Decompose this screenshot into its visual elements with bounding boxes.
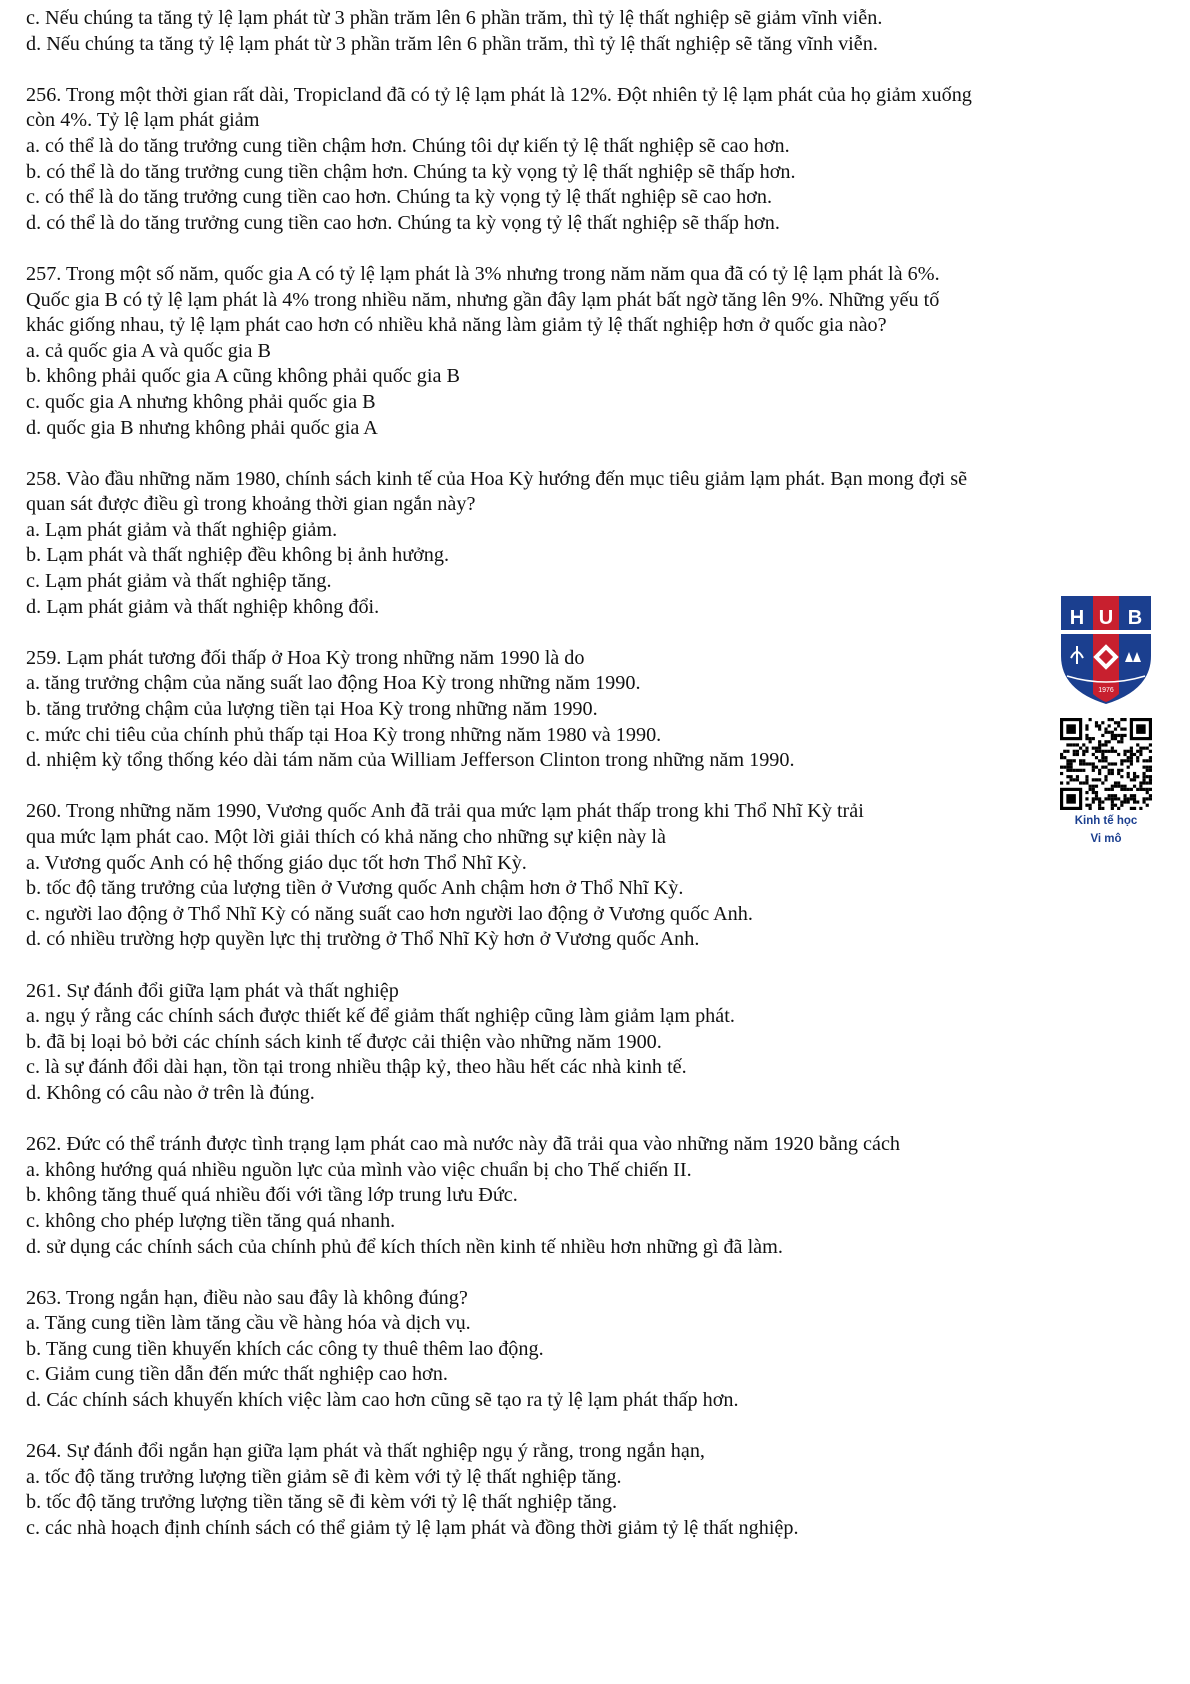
option-c: c. mức chi tiêu của chính phủ thấp tại Hoa Kỳ trong những năm 1980 và 1990. [26, 723, 662, 746]
question-block [26, 262, 1166, 441]
question-block [26, 1439, 1166, 1541]
question-block [26, 83, 1166, 237]
option-b: b. Tăng cung tiền khuyến khích các công ty thuê thêm lao động. [26, 1337, 544, 1360]
option-a: a. Lạm phát giảm và thất nghiệp giảm. [26, 518, 338, 541]
hub-shield-icon [1057, 590, 1155, 706]
question-stem-line: 263. Trong ngắn hạn, điều nào sau đây là không đúng? [26, 1286, 468, 1309]
option-b: b. tốc độ tăng trưởng của lượng tiền ở Vương quốc Anh chậm hơn ở Thổ Nhĩ Kỳ. [26, 877, 684, 900]
logo-caption-line2: Vi mô [1090, 833, 1122, 845]
option-d: d. sử dụng các chính sách của chính phủ để kích thích nền kinh tế nhiều hơn những gì đã làm. [26, 1235, 783, 1258]
question-stem-line: còn 4%. Tỷ lệ lạm phát giảm [26, 109, 260, 132]
option-c: c. Lạm phát giảm và thất nghiệp tăng. [26, 570, 332, 593]
option-c: c. không cho phép lượng tiền tăng quá nhanh. [26, 1209, 396, 1232]
question-stem-line: 257. Trong một số năm, quốc gia A có tỷ lệ lạm phát là 3% nhưng trong năm năm qua đã có tỷ lệ lạm phát là 6%. [26, 262, 940, 285]
option-b: b. không phải quốc gia A cũng không phải quốc gia B [26, 365, 460, 388]
option-c: c. Giảm cung tiền dẫn đến mức thất nghiệp cao hơn. [26, 1363, 448, 1386]
option-a: a. không hướng quá nhiều nguồn lực của mình vào việc chuẩn bị cho Thế chiến II. [26, 1158, 692, 1181]
option-a: a. cả quốc gia A và quốc gia B [26, 339, 271, 362]
option-c: c. có thể là do tăng trưởng cung tiền cao hơn. Chúng ta kỳ vọng tỷ lệ thất nghiệp sẽ cao hơn. [26, 186, 772, 209]
question-block [26, 646, 1166, 774]
option-b: b. Lạm phát và thất nghiệp đều không bị ảnh hưởng. [26, 544, 450, 567]
hub-logo [1052, 590, 1160, 846]
question-stem-line: 260. Trong những năm 1990, Vương quốc Anh đã trải qua mức lạm phát thấp trong khi Thổ Nhĩ Kỳ trải [26, 800, 864, 823]
top-fragment [26, 6, 1166, 57]
option-d: d. có thể là do tăng trưởng cung tiền cao hơn. Chúng ta kỳ vọng tỷ lệ thất nghiệp sẽ thấp hơn. [26, 211, 780, 234]
question-stem-line: quan sát được điều gì trong khoảng thời gian ngắn này? [26, 493, 476, 516]
question-stem-line: 264. Sự đánh đổi ngắn hạn giữa lạm phát và thất nghiệp ngụ ý rằng, trong ngắn hạn, [26, 1440, 705, 1463]
qr-code-icon [1060, 718, 1152, 810]
question-stem-line: 258. Vào đầu những năm 1980, chính sách kinh tế của Hoa Kỳ hướng đến mục tiêu giảm lạm phát. Bạn mong đợi sẽ [26, 467, 968, 490]
option-c: c. các nhà hoạch định chính sách có thể giảm tỷ lệ lạm phát và đồng thời giảm tỷ lệ thất nghiệp. [26, 1517, 799, 1540]
option-a: a. Vương quốc Anh có hệ thống giáo dục tốt hơn Thổ Nhĩ Kỳ. [26, 851, 527, 874]
question-block [26, 799, 1166, 953]
option-d: d. Nếu chúng ta tăng tỷ lệ lạm phát từ 3 phần trăm lên 6 phần trăm, thì tỷ lệ thất nghiệp sẽ tăng vĩnh viễn. [26, 32, 878, 55]
question-block [26, 1286, 1166, 1414]
option-b: b. tốc độ tăng trưởng lượng tiền tăng sẽ đi kèm với tỷ lệ thất nghiệp tăng. [26, 1491, 618, 1514]
option-c: c. quốc gia A nhưng không phải quốc gia B [26, 390, 376, 413]
question-stem-line: qua mức lạm phát cao. Một lời giải thích có khả năng cho những sự kiện này là [26, 826, 666, 848]
option-d: d. Lạm phát giảm và thất nghiệp không đổi. [26, 595, 380, 618]
option-d: d. Các chính sách khuyến khích việc làm cao hơn cũng sẽ tạo ra tỷ lệ lạm phát thấp hơn. [26, 1389, 739, 1412]
question-stem-line: khác giống nhau, tỷ lệ lạm phát cao hơn có nhiều khả năng làm giảm tỷ lệ thất nghiệp hơn ở quốc gia nào? [26, 314, 887, 337]
option-b: b. không tăng thuế quá nhiều đối với tầng lớp trung lưu Đức. [26, 1184, 518, 1207]
option-a: a. Tăng cung tiền làm tăng cầu về hàng hóa và dịch vụ. [26, 1312, 471, 1335]
logo-caption-line1: Kinh tế học [1074, 815, 1138, 827]
option-a: a. ngụ ý rằng các chính sách được thiết kế để giảm thất nghiệp cũng làm giảm lạm phát. [26, 1005, 735, 1028]
logo-year: 1976 [1098, 687, 1114, 694]
question-stem-line: Quốc gia B có tỷ lệ lạm phát là 4% trong nhiều năm, nhưng gần đây lạm phát bất ngờ tăng lên 9%. Những yếu tố [26, 288, 940, 311]
logo-letter-h: H [1069, 607, 1085, 629]
question-block [26, 467, 1166, 621]
option-a: a. có thể là do tăng trưởng cung tiền chậm hơn. Chúng tôi dự kiến tỷ lệ thất nghiệp sẽ cao hơn. [26, 134, 790, 157]
option-a: a. tốc độ tăng trưởng lượng tiền giảm sẽ đi kèm với tỷ lệ thất nghiệp tăng. [26, 1465, 622, 1488]
option-b: b. có thể là do tăng trưởng cung tiền chậm hơn. Chúng ta kỳ vọng tỷ lệ thất nghiệp sẽ thấp hơn. [26, 160, 796, 183]
option-d: d. có nhiều trường hợp quyền lực thị trường ở Thổ Nhĩ Kỳ hơn ở Vương quốc Anh. [26, 928, 700, 951]
option-c: c. Nếu chúng ta tăng tỷ lệ lạm phát từ 3 phần trăm lên 6 phần trăm, thì tỷ lệ thất nghiệp sẽ giảm vĩnh viễn. [26, 7, 883, 29]
option-a: a. tăng trưởng chậm của năng suất lao động Hoa Kỳ trong những năm 1990. [26, 672, 641, 695]
logo-letter-u: U [1098, 607, 1114, 629]
option-d: d. Không có câu nào ở trên là đúng. [26, 1081, 315, 1104]
question-block [26, 979, 1166, 1107]
option-d: d. nhiệm kỳ tổng thống kéo dài tám năm của William Jefferson Clinton trong những năm 1990. [26, 749, 795, 772]
option-b: b. tăng trưởng chậm của lượng tiền tại Hoa Kỳ trong những năm 1990. [26, 698, 598, 721]
option-d: d. quốc gia B nhưng không phải quốc gia A [26, 416, 378, 439]
option-c: c. là sự đánh đổi dài hạn, tồn tại trong nhiều thập kỷ, theo hầu hết các nhà kinh tế. [26, 1056, 687, 1079]
option-b: b. đã bị loại bỏ bởi các chính sách kinh tế được cải thiện vào những năm 1900. [26, 1030, 662, 1053]
question-stem-line: 261. Sự đánh đổi giữa lạm phát và thất nghiệp [26, 979, 399, 1002]
question-list [26, 6, 1166, 1542]
question-stem-line: 256. Trong một thời gian rất dài, Tropicland đã có tỷ lệ lạm phát là 12%. Đột nhiên tỷ lệ lạm phát của họ giảm xuống [26, 83, 972, 106]
logo-letter-b: B [1127, 607, 1143, 629]
question-block [26, 1132, 1166, 1260]
option-c: c. người lao động ở Thổ Nhĩ Kỳ có năng suất cao hơn người lao động ở Vương quốc Anh. [26, 902, 753, 925]
question-stem-line: 262. Đức có thể tránh được tình trạng lạm phát cao mà nước này đã trải qua vào những năm 1920 bằng cách [26, 1133, 901, 1156]
question-stem-line: 259. Lạm phát tương đối thấp ở Hoa Kỳ trong những năm 1990 là do [26, 646, 585, 669]
